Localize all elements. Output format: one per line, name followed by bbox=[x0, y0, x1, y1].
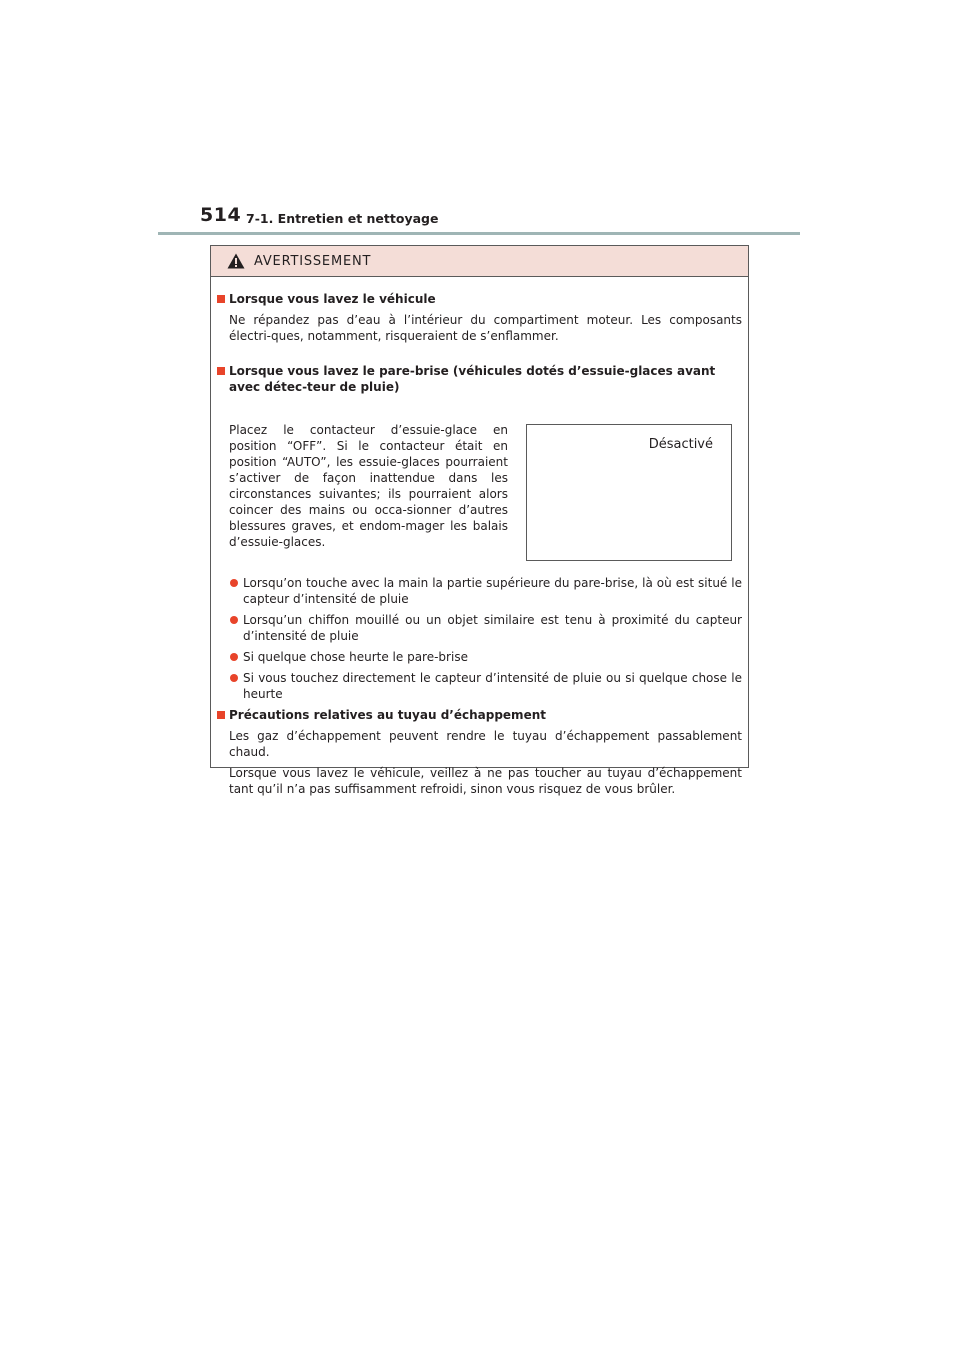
windshield-instruction: Placez le contacteur d’essuie-glace en position “OFF”. Si le contacteur était en position “AUTO”, les essuie-glaces pourraient s’activer de façon inattendue dans les circonstances suivantes; ils pourraient alors coincer des mains ou occa-sionner d’autres blessures graves, et endom-mager les balais d’essuie-glaces. bbox=[229, 423, 508, 549]
list-item-text: Si quelque chose heurte le pare-brise bbox=[243, 650, 468, 664]
round-bullet-icon bbox=[230, 579, 238, 587]
list-item bbox=[217, 649, 742, 665]
square-bullet-icon bbox=[217, 711, 225, 719]
header-rule bbox=[158, 232, 800, 235]
list-item bbox=[217, 575, 742, 607]
list-item-text: Si vous touchez directement le capteur d’intensité de pluie ou si quelque chose le heurte bbox=[243, 671, 742, 701]
heading-text: Précautions relatives au tuyau d’échappement bbox=[229, 708, 546, 722]
list-item-text: Lorsqu’on touche avec la main la partie supérieure du pare-brise, là où est situé le capteur d’intensité de pluie bbox=[243, 576, 742, 606]
section-heading bbox=[217, 363, 742, 395]
square-bullet-icon bbox=[217, 295, 225, 303]
heading-text: Lorsque vous lavez le pare-brise (véhicules dotés d’essuie-glaces avant avec détec-teur de pluie) bbox=[229, 364, 716, 394]
round-bullet-icon bbox=[230, 653, 238, 661]
round-bullet-icon bbox=[230, 674, 238, 682]
wash-vehicle-section bbox=[217, 291, 742, 344]
windshield-bullets bbox=[217, 575, 742, 702]
exhaust-section bbox=[217, 707, 742, 797]
warning-header bbox=[211, 246, 748, 277]
section-title: 7-1. Entretien et nettoyage bbox=[246, 211, 439, 226]
section-heading bbox=[217, 291, 742, 307]
paragraph: Lorsque vous lavez le véhicule, veillez à ne pas toucher au tuyau d’échappement tant qu’il n’a pas suffisamment refroidi, sinon vous risquez de vous brûler. bbox=[229, 766, 742, 796]
section-heading bbox=[217, 707, 742, 723]
paragraph: Ne répandez pas d’eau à l’intérieur du compartiment moteur. Les composants électri-ques, notamment, risqueraient de s’enflammer. bbox=[229, 313, 742, 343]
warning-box bbox=[210, 245, 749, 796]
warning-title: AVERTISSEMENT bbox=[254, 253, 372, 269]
list-item bbox=[217, 612, 742, 644]
page-number: 514 bbox=[200, 204, 242, 226]
list-item-text: Lorsqu’un chiffon mouillé ou un objet similaire est tenu à proximité du capteur d’intensité de pluie bbox=[243, 613, 742, 643]
round-bullet-icon bbox=[230, 616, 238, 624]
paragraph: Les gaz d’échappement peuvent rendre le tuyau d’échappement passablement chaud. bbox=[229, 729, 742, 759]
heading-text: Lorsque vous lavez le véhicule bbox=[229, 292, 436, 306]
windshield-section bbox=[217, 363, 742, 395]
wiper-switch-figure bbox=[526, 424, 732, 561]
warning-triangle-icon bbox=[227, 253, 245, 269]
square-bullet-icon bbox=[217, 367, 225, 375]
figure-label-off: Désactivé bbox=[648, 437, 713, 452]
list-item bbox=[217, 670, 742, 702]
